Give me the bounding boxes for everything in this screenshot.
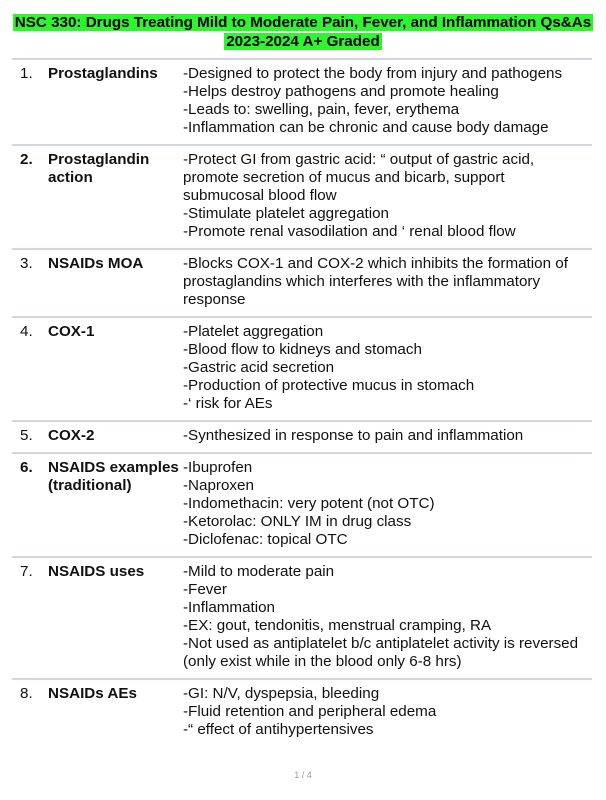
definition-line: -Leads to: swelling, pain, fever, erythema [183,101,460,118]
entry-definition [183,65,592,137]
entry-term: COX-2 [48,427,95,444]
entry-definition [183,255,592,309]
definition-line: -EX: gout, tendonitis, menstrual cramping, RA [183,617,492,634]
definition-line: -Inflammation [183,599,276,616]
title-block [0,13,606,51]
entry-number: 6. [20,459,33,476]
entry-term: NSAIDs MOA [48,255,144,272]
qa-entry-2 [12,146,592,250]
qa-entry-4 [12,318,592,422]
qa-entry-3 [12,250,592,318]
definition-line: -Production of protective mucus in stomach [183,377,475,394]
entry-number: 4. [20,323,33,340]
definition-line: -‘ risk for AEs [183,395,273,412]
qa-entry-5 [12,422,592,454]
entry-term: NSAIDS examples (traditional) [48,459,179,494]
definition-line: -GI: N/V, dyspepsia, bleeding [183,685,380,702]
entry-number: 8. [20,685,33,702]
entry-term: Prostaglandins [48,65,158,82]
definition-line: -Protect GI from gastric acid: “ output of gastric acid, promote secretion of mucus and bicarb, support submucosal blood flow [183,151,535,204]
definition-line: -Ibuprofen [183,459,253,476]
definition-line: -Helps destroy pathogens and promote healing [183,83,499,100]
entry-number: 2. [20,151,33,168]
definition-line: -Designed to protect the body from injury and pathogens [183,65,563,82]
definition-line: -Ketorolac: ONLY IM in drug class [183,513,412,530]
qa-entry-6 [12,454,592,558]
definition-line: -Fluid retention and peripheral edema [183,703,437,720]
definition-line: -Naproxen [183,477,254,494]
entry-number: 7. [20,563,33,580]
entry-term: NSAIDS uses [48,563,145,580]
entry-definition [183,563,592,671]
qa-list [12,58,592,746]
definition-line: -“ effect of antihypertensives [183,721,374,738]
entry-number: 5. [20,427,33,444]
definition-line: -Promote renal vasodilation and ‘ renal blood flow [183,223,516,240]
page-number: 1 / 4 [294,770,312,780]
entry-term: COX-1 [48,323,95,340]
entry-definition [183,323,592,413]
definition-line: -Indomethacin: very potent (not OTC) [183,495,435,512]
definition-line: -Mild to moderate pain [183,563,335,580]
definition-line: -Inflammation can be chronic and cause body damage [183,119,549,136]
entry-term: NSAIDs AEs [48,685,137,702]
qa-entry-1 [12,60,592,146]
document-title: NSC 330: Drugs Treating Mild to Moderate Pain, Fever, and Inflammation Qs&As 2023-2024 A+ Graded [14,14,592,50]
qa-entry-8 [12,680,592,746]
qa-entry-7 [12,558,592,680]
entry-definition [183,151,592,241]
entry-number: 1. [20,65,33,82]
definition-line: -Blood flow to kidneys and stomach [183,341,422,358]
definition-line: -Gastric acid secretion [183,359,335,376]
definition-line: -Blocks COX-1 and COX-2 which inhibits the formation of prostaglandins which interferes with the inflammatory response [183,255,568,308]
entry-definition [183,685,592,739]
entry-number: 3. [20,255,33,272]
entry-term: Prostaglandin action [48,151,150,186]
definition-line: -Platelet aggregation [183,323,324,340]
entry-definition [183,459,592,549]
definition-line: -Synthesized in response to pain and inflammation [183,427,524,444]
definition-line: -Diclofenac: topical OTC [183,531,348,548]
entry-definition [183,427,592,445]
definition-line: -Fever [183,581,227,598]
definition-line: -Stimulate platelet aggregation [183,205,390,222]
definition-line: -Not used as antiplatelet b/c antiplatelet activity is reversed (only exist while in the blood only 6-8 hrs) [183,635,579,670]
